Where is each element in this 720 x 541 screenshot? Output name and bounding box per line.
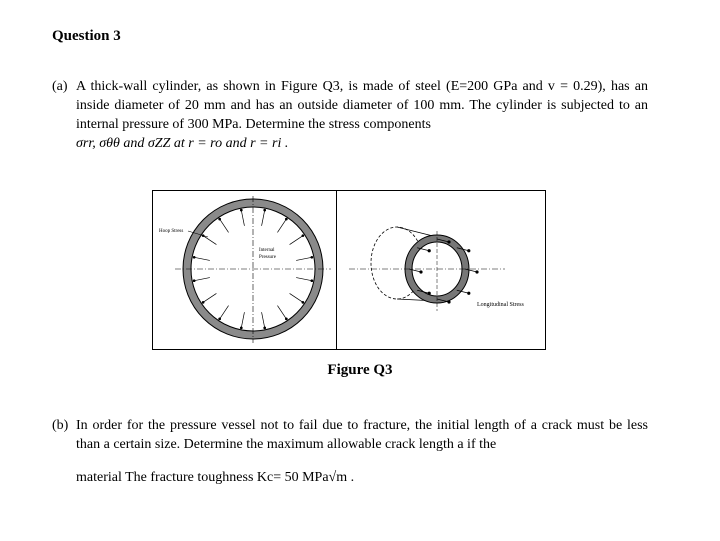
pressure-arrow-head xyxy=(285,218,287,220)
pressure-arrow-head xyxy=(264,209,266,211)
internal-label: Internal xyxy=(259,248,275,253)
part-b-toughness xyxy=(52,468,648,487)
part-b-label: (b) xyxy=(52,418,69,433)
stress-components-expression: σrr, σθθ and σZZ at r = ro and r = ri . xyxy=(76,136,289,151)
hoop-stress-label: Hoop Stress xyxy=(159,229,184,234)
longitudinal-arrow-head xyxy=(468,292,470,294)
pressure-arrow-head xyxy=(240,209,242,211)
part-b-text: In order for the pressure vessel not to fail due to fracture, the initial length of a crack must be less than a certain size. Determine the maximum allowable crack length a if the xyxy=(76,418,648,452)
part-a-stress-components xyxy=(76,134,648,153)
longitudinal-arrow-head xyxy=(448,241,450,243)
fracture-toughness-text: material The fracture toughness Kc= 50 MPa√m . xyxy=(76,470,355,485)
longitudinal-arrow-head xyxy=(428,250,430,252)
figure-left-panel xyxy=(152,190,338,350)
pressure-label: Pressure xyxy=(259,255,276,260)
longitudinal-arrow-head xyxy=(428,292,430,294)
figure-caption: Figure Q3 xyxy=(327,362,393,378)
pressure-arrow-head xyxy=(285,318,287,320)
pressure-arrow-head xyxy=(202,301,204,303)
cylinder-longitudinal-view xyxy=(337,191,545,349)
pressure-arrow-head xyxy=(264,327,266,329)
part-a xyxy=(52,77,648,153)
thick-wall-cylinder-cross-section xyxy=(153,191,337,349)
part-a-label: (a) xyxy=(52,79,68,94)
pressure-arrow-head xyxy=(302,301,304,303)
longitudinal-arrow-head xyxy=(420,271,422,273)
longitudinal-arrow-head xyxy=(476,271,478,273)
pressure-arrow-head xyxy=(219,318,221,320)
pressure-arrow-head xyxy=(302,235,304,237)
pressure-arrow-head xyxy=(240,327,242,329)
pressure-arrow-head xyxy=(193,280,195,282)
pressure-arrow-head xyxy=(311,280,313,282)
longitudinal-stress-label: Longitudinal Stress xyxy=(477,302,524,308)
pressure-arrow-head xyxy=(219,218,221,220)
longitudinal-arrow-head xyxy=(448,301,450,303)
figure-right-panel xyxy=(336,190,546,350)
question-title: Question 3 xyxy=(52,28,121,44)
pressure-arrow-head xyxy=(311,256,313,258)
part-b xyxy=(52,416,648,454)
part-a-text: A thick-wall cylinder, as shown in Figure Q3, is made of steel (E=200 GPa and v = 0.29), has an inside diameter of 20 mm and has an outside diameter of 100 mm. The cylinder is subjected to an internal pressure of 300 MPa. Determine the stress components xyxy=(76,79,648,132)
longitudinal-arrow-head xyxy=(468,250,470,252)
pressure-arrow-head xyxy=(193,256,195,258)
